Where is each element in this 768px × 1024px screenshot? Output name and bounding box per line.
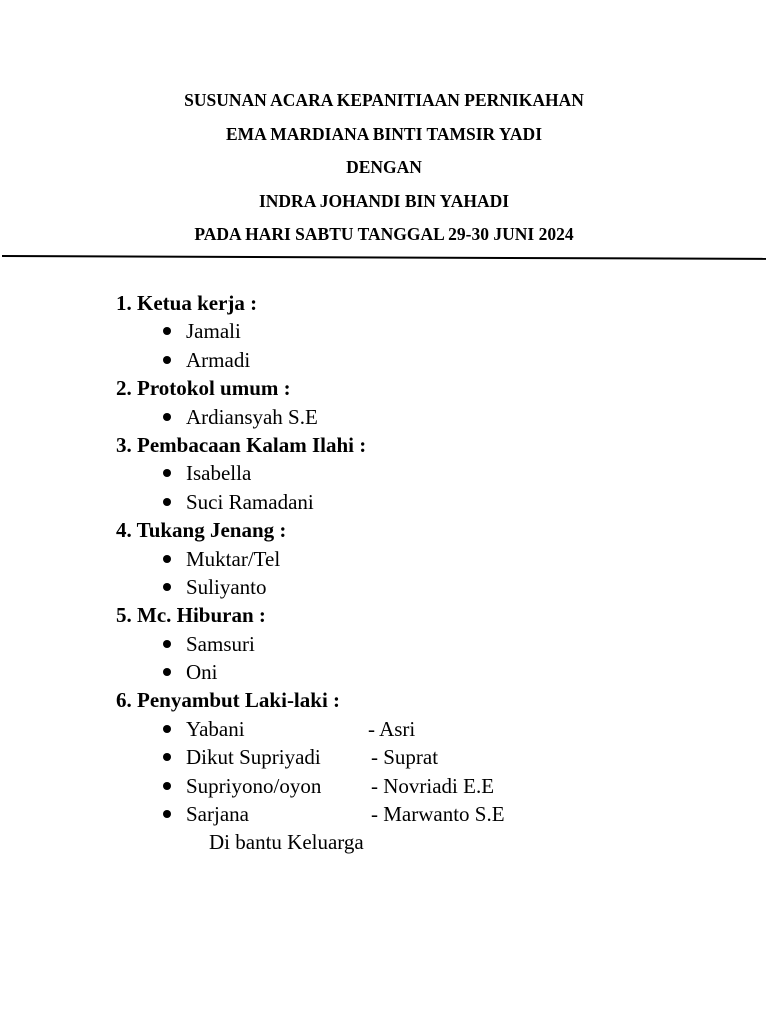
section-penyambut-laki-laki <box>116 686 756 856</box>
member-name: Suci Ramadani <box>186 489 314 514</box>
member-name: Armadi <box>186 347 251 372</box>
list-item <box>116 573 756 601</box>
document-header <box>0 84 768 252</box>
bullet-icon <box>163 356 171 364</box>
bullet-icon <box>163 327 171 335</box>
header-title: SUSUNAN ACARA KEPANITIAAN PERNIKAHAN <box>184 90 584 110</box>
list-item <box>116 545 756 573</box>
conjunction: DENGAN <box>346 157 422 177</box>
partner-name: - Asri <box>368 716 416 741</box>
section-tukang-jenang <box>116 516 756 601</box>
section-title: 1. Ketua kerja : <box>116 291 258 315</box>
bullet-icon <box>163 810 171 818</box>
bullet-icon <box>163 668 171 676</box>
list-item <box>116 488 756 516</box>
partner-name: - Suprat <box>371 745 439 770</box>
section-title: 5. Mc. Hiburan : <box>116 603 266 628</box>
member-name: Sarjana <box>186 802 249 827</box>
section-ketua-kerja <box>116 289 756 374</box>
list-item <box>116 346 756 374</box>
bullet-icon <box>163 782 171 790</box>
assistance-note: Di bantu Keluarga <box>209 830 364 855</box>
bullet-icon <box>163 640 171 648</box>
groom-name: INDRA JOHANDI BIN YAHADI <box>258 190 510 211</box>
section-title: 3. Pembacaan Kalam Ilahi : <box>116 432 367 457</box>
partner-name: - Marwanto S.E <box>371 802 505 827</box>
section-mc-hiburan <box>116 601 756 686</box>
list-item <box>116 715 756 743</box>
partner-name: - Novriadi E.E <box>371 773 495 798</box>
list-item <box>116 459 756 487</box>
member-name: Oni <box>186 660 218 685</box>
bullet-icon <box>163 555 171 563</box>
committee-list <box>116 289 756 857</box>
member-name: Suliyanto <box>186 574 267 599</box>
section-title: 4. Tukang Jenang : <box>116 518 287 543</box>
list-item <box>116 630 756 658</box>
member-name: Samsuri <box>186 631 255 656</box>
member-name: Muktar/Tel <box>186 546 281 571</box>
bullet-icon <box>163 498 171 506</box>
event-date: PADA HARI SABTU TANGGAL 29-30 JUNI 2024 <box>194 224 574 244</box>
list-item <box>116 317 756 345</box>
member-name: Supriyono/oyon <box>186 773 322 798</box>
bullet-icon <box>163 469 171 477</box>
member-name: Isabella <box>186 461 252 486</box>
list-item <box>116 403 756 431</box>
bride-name: EMA MARDIANA BINTI TAMSIR YADI <box>225 123 543 144</box>
bullet-icon <box>163 753 171 761</box>
section-protokol-umum <box>116 374 756 431</box>
bullet-icon <box>163 583 171 591</box>
member-name: Yabani <box>186 716 245 741</box>
member-name: Dikut Supriyadi <box>186 745 321 770</box>
section-title: 6. Penyambut Laki-laki : <box>116 688 341 713</box>
section-title: 2. Protokol umum : <box>116 376 291 401</box>
list-item <box>116 658 756 686</box>
member-name: Ardiansyah S.E <box>186 404 318 429</box>
bullet-icon <box>163 413 171 421</box>
header-divider <box>2 255 766 260</box>
list-item <box>116 772 756 800</box>
member-name: Jamali <box>186 319 241 344</box>
section-kalam-ilahi <box>116 431 756 516</box>
bullet-icon <box>163 725 171 733</box>
list-item <box>116 743 756 771</box>
list-item <box>116 800 756 828</box>
